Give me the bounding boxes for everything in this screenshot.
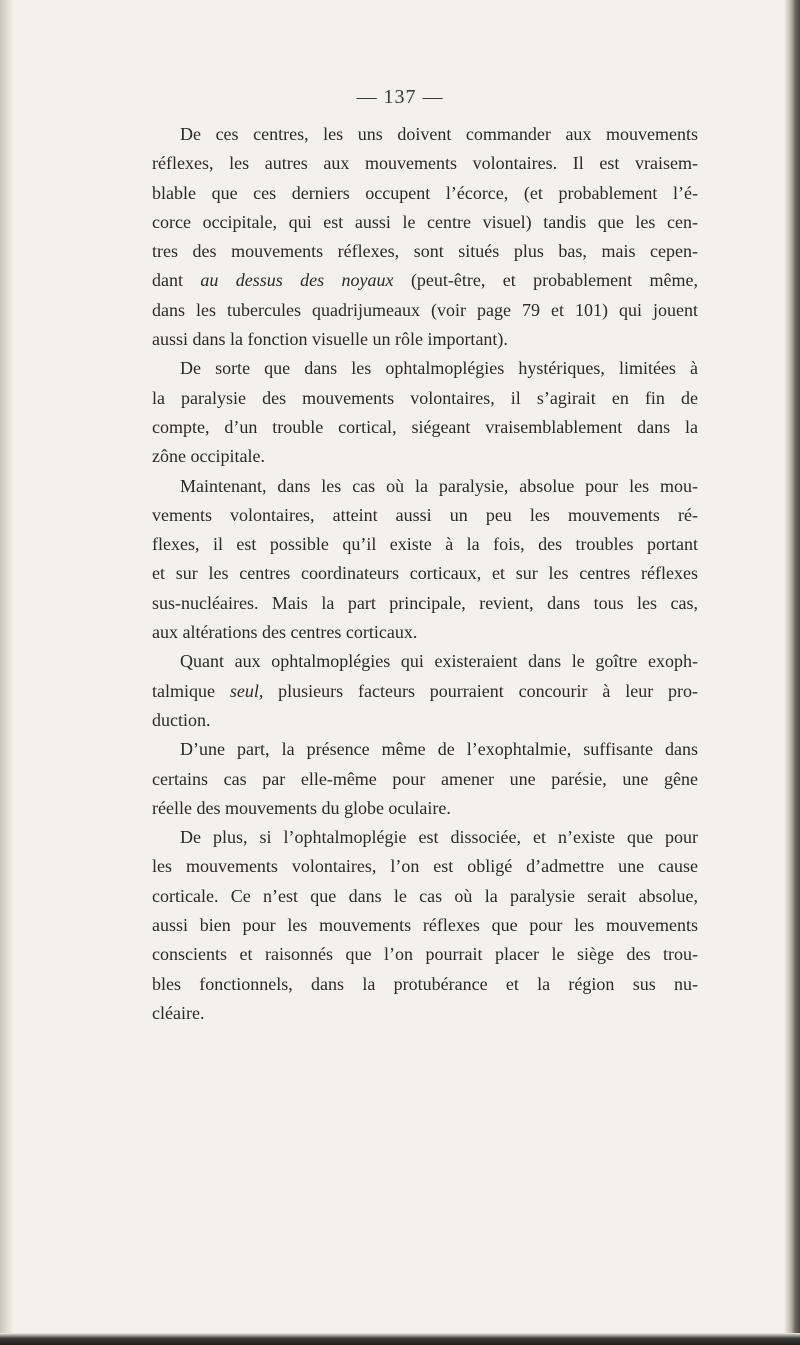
text-line: réflexes, les autres aux mouvements volontaires. Il est vraisem- (152, 153, 698, 174)
text-line: conscients et raisonnés que l’on pourrait placer le siège des trou- (152, 944, 698, 965)
text-line: dans les tubercules quadrijumeaux (voir page 79 et 101) qui jouent (152, 299, 698, 320)
text-run: plusieurs facteurs pourraient concourir à leur pro- (263, 680, 699, 701)
text-line: bles fonctionnels, dans la protubérance et la région sus nu- (152, 973, 698, 994)
text-line (152, 266, 698, 295)
text-line: cléaire. (152, 1002, 205, 1023)
paragraph-5 (152, 735, 698, 823)
text-line: compte, d’un trouble cortical, siégeant vraisemblablement dans la (152, 416, 698, 437)
text-line: Quant aux ophtalmoplégies qui existeraient dans le goître exoph- (180, 651, 698, 672)
text-line: duction. (152, 709, 211, 730)
text-line: certains cas par elle-même pour amener une parésie, une gêne (152, 768, 698, 789)
text-line: et sur les centres coordinateurs corticaux, et sur les centres réflexes (152, 563, 698, 584)
text-line: les mouvements volontaires, l’on est obligé d’admettre une cause (152, 856, 698, 877)
text-line: D’une part, la présence même de l’exophtalmie, suffisante dans (180, 739, 698, 760)
text-line: la paralysie des mouvements volontaires, il s’agirait en fin de (152, 387, 698, 408)
page-number: — 137 — (356, 86, 444, 108)
paragraph-1 (152, 120, 698, 354)
text-line: De ces centres, les uns doivent commander aux mouvements (180, 124, 698, 144)
paragraph-2 (152, 354, 698, 471)
paragraph-3 (152, 472, 698, 648)
text-line: aussi bien pour les mouvements réflexes que pour les mouvements (152, 915, 698, 936)
text-line: Maintenant, dans les cas où la paralysie, absolue pour les mou- (180, 475, 698, 496)
page-bottom-edge (0, 1333, 800, 1345)
italic-phrase: au dessus des noyaux (200, 270, 394, 291)
text-line: zône occipitale. (152, 446, 265, 467)
text-line: aussi dans la fonction visuelle un rôle important). (152, 329, 508, 350)
paragraph-4 (152, 647, 698, 735)
text-line: flexes, il est possible qu’il existe à la fois, des troubles portant (152, 534, 698, 555)
text-run: talmique (152, 680, 230, 701)
text-line: vements volontaires, atteint aussi un peu les mouvements ré- (152, 504, 698, 525)
text-run: dant (152, 270, 201, 291)
text-line: corticale. Ce n’est que dans le cas où la paralysie serait absolue, (152, 885, 698, 906)
text-run: (peut-être, et probablement même, (393, 270, 698, 291)
text-line: De sorte que dans les ophtalmoplégies hystériques, limitées à (180, 358, 698, 379)
text-line: corce occipitale, qui est aussi le centre visuel) tandis que les cen- (152, 211, 698, 232)
italic-phrase: seul, (229, 680, 264, 701)
text-line: blable que ces derniers occupent l’écorce, (et probablement l’é- (152, 182, 698, 203)
page-left-shadow (0, 0, 14, 1345)
book-spine-edge (784, 0, 800, 1345)
text-line (152, 677, 698, 706)
text-line: aux altérations des centres corticaux. (152, 622, 418, 643)
text-line: sus-nucléaires. Mais la part principale, revient, dans tous les cas, (152, 592, 698, 613)
text-line: réelle des mouvements du globe oculaire. (152, 797, 451, 818)
text-line: tres des mouvements réflexes, sont situés plus bas, mais cepen- (152, 241, 698, 262)
text-line: De plus, si l’ophtalmoplégie est dissociée, et n’existe que pour (180, 827, 698, 848)
body-text (152, 120, 698, 1028)
paragraph-6 (152, 823, 698, 1028)
